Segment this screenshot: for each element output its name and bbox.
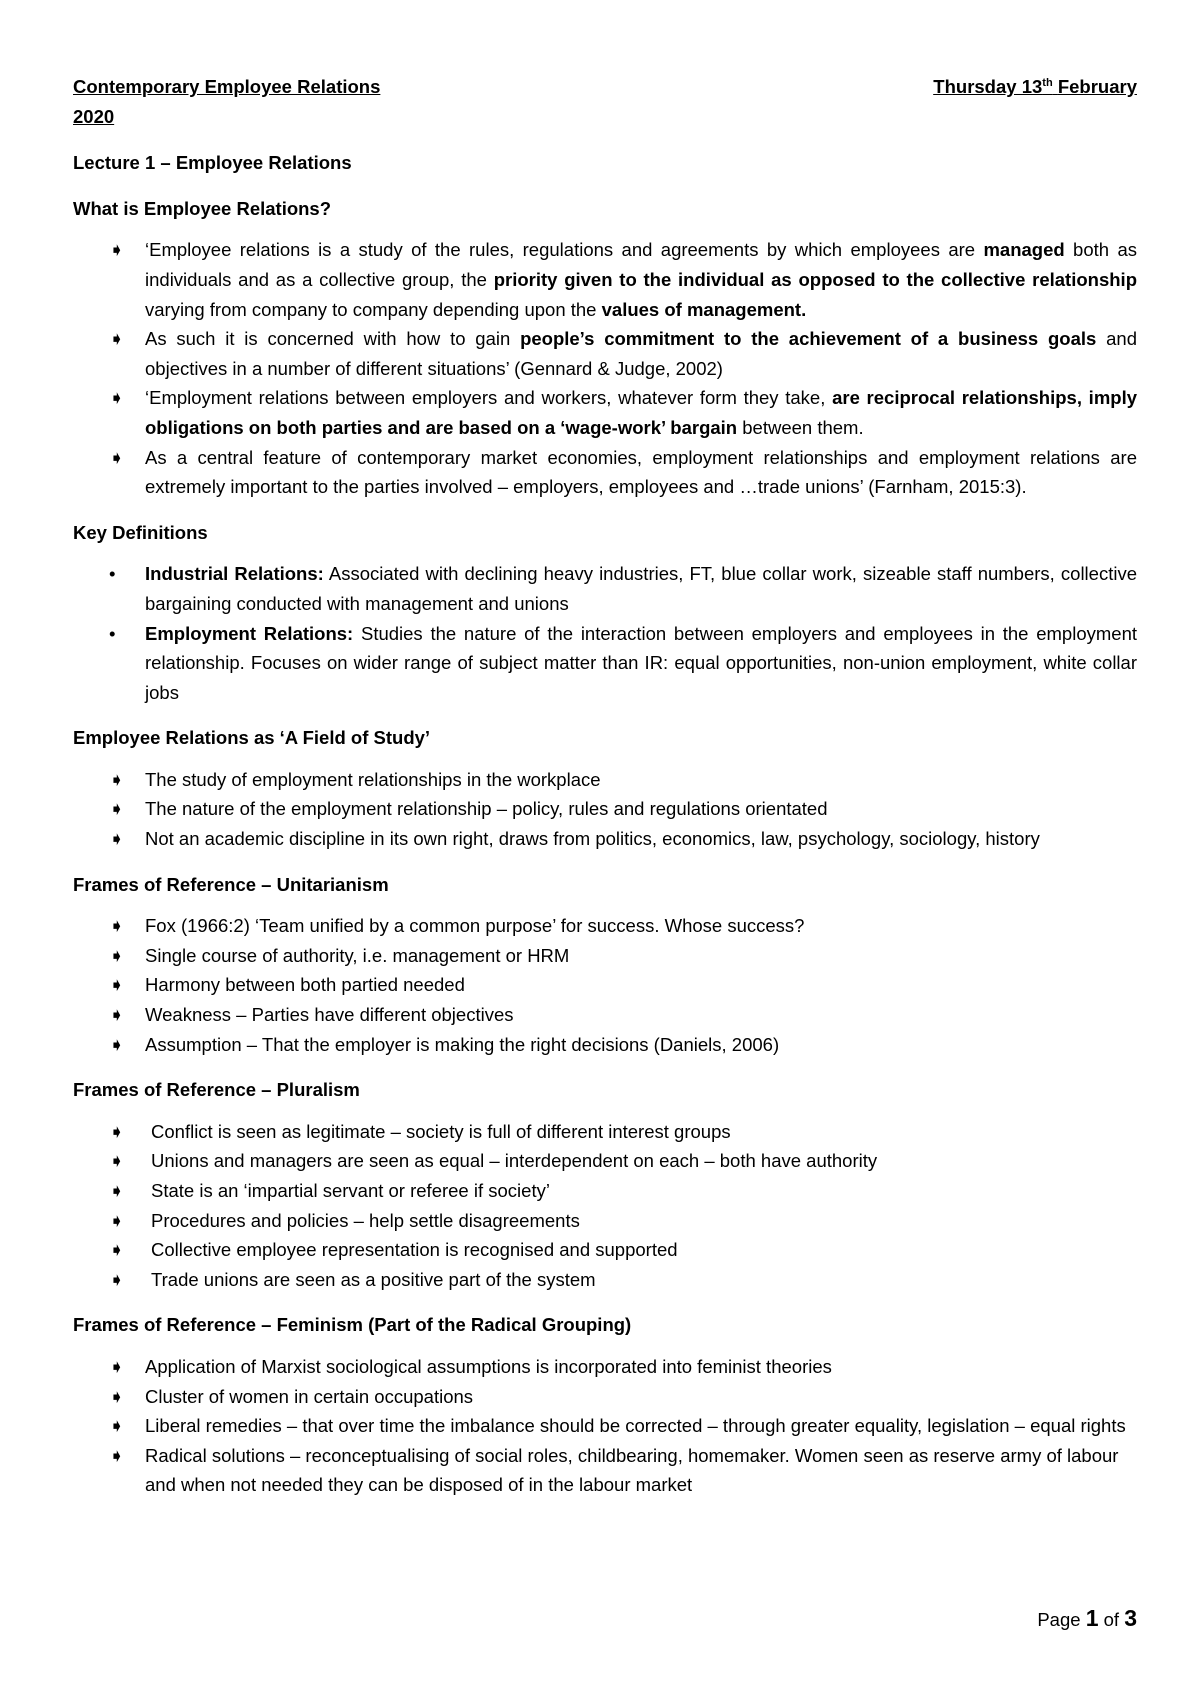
list-item: [73, 1411, 1137, 1441]
arrow-bullet-icon: ➧: [109, 1268, 125, 1290]
item-text: Single course of authority, i.e. management or HRM: [145, 944, 570, 966]
arrow-bullet-icon: ➧: [109, 944, 125, 966]
list-item: [73, 1441, 1137, 1500]
arrow-bullet-icon: ➧: [109, 446, 125, 468]
arrow-bullet-icon: ➧: [109, 974, 125, 996]
arrow-bullet-icon: ➧: [109, 239, 125, 261]
list-item: [73, 559, 1137, 618]
feminism-list: [73, 1352, 1137, 1500]
section-heading-pluralism: Frames of Reference – Pluralism: [73, 1079, 360, 1101]
item-text: Trade unions are seen as a positive part of the system: [151, 1268, 596, 1290]
text-run: ‘Employment relations between employers and workers, whatever form they take,: [145, 387, 833, 409]
page-footer: [1037, 1605, 1137, 1632]
list-item: [73, 911, 1137, 941]
item-text: State is an ‘impartial servant or referee if society’: [151, 1180, 550, 1201]
arrow-bullet-icon: ➧: [109, 1004, 125, 1026]
arrow-bullet-icon: ➧: [109, 1120, 125, 1142]
list-item: [73, 1265, 1137, 1295]
item-text: Cluster of women in certain occupations: [145, 1385, 474, 1407]
item-text: Collective employee representation is recognised and supported: [151, 1239, 678, 1261]
definition-text: Studies the nature of the interaction between employers and employees in the employment relationship. Focuses on wider range of subject matter than IR: equal opportunities, non-union employment, white collar jobs: [145, 622, 1137, 703]
item-text: Liberal remedies – that over time the imbalance should be corrected – through greater equality, legislation – equal rights: [145, 1415, 1126, 1437]
arrow-bullet-icon: ➧: [109, 915, 125, 937]
item-text: Radical solutions – reconceptualising of social roles, childbearing, homemaker. Women seen as reserve army of labour and when not needed they can be disposed of in the labour market: [145, 1444, 1119, 1496]
list-item: [73, 324, 1137, 383]
definition-term: Employment Relations:: [145, 622, 354, 644]
item-text: Fox (1966:2) ‘Team unified by a common purpose’ for success. Whose success?: [145, 915, 805, 937]
arrow-bullet-icon: ➧: [109, 1385, 125, 1407]
text-run: between them.: [737, 416, 864, 438]
item-text: Procedures and policies – help settle disagreements: [151, 1209, 580, 1231]
item-text: The study of employment relationships in the workplace: [145, 768, 601, 790]
item-text: Harmony between both partied needed: [145, 974, 465, 996]
arrow-bullet-icon: ➧: [109, 1239, 125, 1261]
dot-bullet-icon: •: [109, 563, 116, 585]
text-run: and objectives in a number of different situations’ (Gennard & Judge, 2002): [145, 328, 1137, 379]
arrow-bullet-icon: ➧: [109, 1033, 125, 1055]
section-heading-feminism: Frames of Reference – Feminism (Part of the Radical Grouping): [73, 1314, 632, 1336]
course-title: Contemporary Employee Relations: [73, 76, 381, 97]
arrow-bullet-icon: ➧: [109, 1444, 125, 1466]
item-text: Unions and managers are seen as equal – interdependent on each – both have authority: [151, 1150, 878, 1172]
list-item: [73, 765, 1137, 795]
list-item: [73, 443, 1137, 502]
arrow-bullet-icon: ➧: [109, 328, 125, 350]
section-heading-what-is: What is Employee Relations?: [73, 197, 332, 219]
text-run: both as individuals and as a collective group, the: [145, 239, 1137, 290]
current-page-number: 1: [1085, 1605, 1099, 1631]
arrow-bullet-icon: ➧: [109, 387, 125, 409]
arrow-bullet-icon: ➧: [109, 828, 125, 850]
text-run: As such it is concerned with how to gain: [145, 328, 521, 350]
item-text: Not an academic discipline in its own right, draws from politics, economics, law, psychology, sociology, history: [145, 828, 1040, 850]
definition-term: Industrial Relations:: [145, 563, 324, 585]
text-run: varying from company to company depending upon the: [145, 298, 602, 320]
date-suffix: th: [1042, 76, 1053, 89]
pluralism-list: [73, 1117, 1137, 1295]
list-item: [73, 1117, 1137, 1147]
section-heading-field-of-study: Employee Relations as ‘A Field of Study’: [73, 727, 431, 749]
of-label: of: [1103, 1609, 1120, 1630]
text-run: ‘Employee relations is a study of the rules, regulations and agreements by which employees are: [145, 239, 984, 261]
definition-text: Associated with declining heavy industries, FT, blue collar work, sizeable staff numbers, collective bargaining conducted with management and unions: [145, 563, 1137, 614]
lecture-date: [933, 72, 1137, 102]
bold-run: managed: [983, 239, 1065, 261]
list-item: [73, 1000, 1137, 1030]
item-text: Assumption – That the employer is making the right decisions (Daniels, 2006): [145, 1033, 780, 1055]
bold-run: priority given to the individual as opposed to the collective relationship: [493, 268, 1137, 290]
unitarianism-list: [73, 911, 1137, 1059]
text-run: As a central feature of contemporary market economies, employment relationships and employment relations are extremely important to the parties involved – employers, employees and …trade unions’ (Farnham, 2015:3).: [145, 446, 1137, 498]
list-item: [73, 1235, 1137, 1265]
item-text: Conflict is seen as legitimate – society is full of different interest groups: [151, 1120, 731, 1142]
item-text: The nature of the employment relationship – policy, rules and regulations orientated: [145, 798, 828, 820]
list-item: [73, 1030, 1137, 1060]
document-body: [73, 72, 1137, 1500]
list-item: [73, 1352, 1137, 1382]
item-text: Weakness – Parties have different objectives: [145, 1004, 514, 1026]
list-item: [73, 383, 1137, 442]
arrow-bullet-icon: ➧: [109, 1180, 125, 1201]
list-item: [73, 1176, 1137, 1206]
item-text: Application of Marxist sociological assumptions is incorporated into feminist theories: [145, 1355, 832, 1377]
date-day: Thursday 13: [933, 76, 1043, 97]
arrow-bullet-icon: ➧: [109, 798, 125, 820]
what-is-list: [73, 235, 1137, 501]
list-item: [73, 235, 1137, 324]
arrow-bullet-icon: ➧: [109, 1355, 125, 1377]
dot-bullet-icon: •: [109, 622, 116, 644]
section-heading-unitarianism: Frames of Reference – Unitarianism: [73, 873, 389, 895]
arrow-bullet-icon: ➧: [109, 1415, 125, 1437]
list-item: [73, 824, 1137, 854]
page-label: Page: [1037, 1609, 1081, 1630]
list-item: [73, 941, 1137, 971]
date-month: February: [1057, 76, 1137, 97]
document-header: [73, 72, 1137, 102]
arrow-bullet-icon: ➧: [109, 1150, 125, 1172]
field-of-study-list: [73, 765, 1137, 854]
lecture-year: 2020: [73, 105, 115, 127]
list-item: [73, 1206, 1137, 1236]
bold-run: are reciprocal relationships, imply obligations on both parties and are based on a ‘wage-work’ bargain: [145, 387, 1137, 438]
total-page-number: 3: [1124, 1605, 1137, 1631]
list-item: [73, 1382, 1137, 1412]
key-definitions-list: [73, 559, 1137, 707]
lecture-title: Lecture 1 – Employee Relations: [73, 152, 352, 174]
arrow-bullet-icon: ➧: [109, 768, 125, 790]
list-item: [73, 794, 1137, 824]
list-item: [73, 970, 1137, 1000]
bold-run: people’s commitment to the achievement of a business goals: [520, 328, 1097, 350]
list-item: [73, 1146, 1137, 1176]
arrow-bullet-icon: ➧: [109, 1209, 125, 1231]
bold-run: values of management.: [601, 298, 807, 320]
list-item: [73, 619, 1137, 708]
section-heading-key-definitions: Key Definitions: [73, 521, 208, 543]
